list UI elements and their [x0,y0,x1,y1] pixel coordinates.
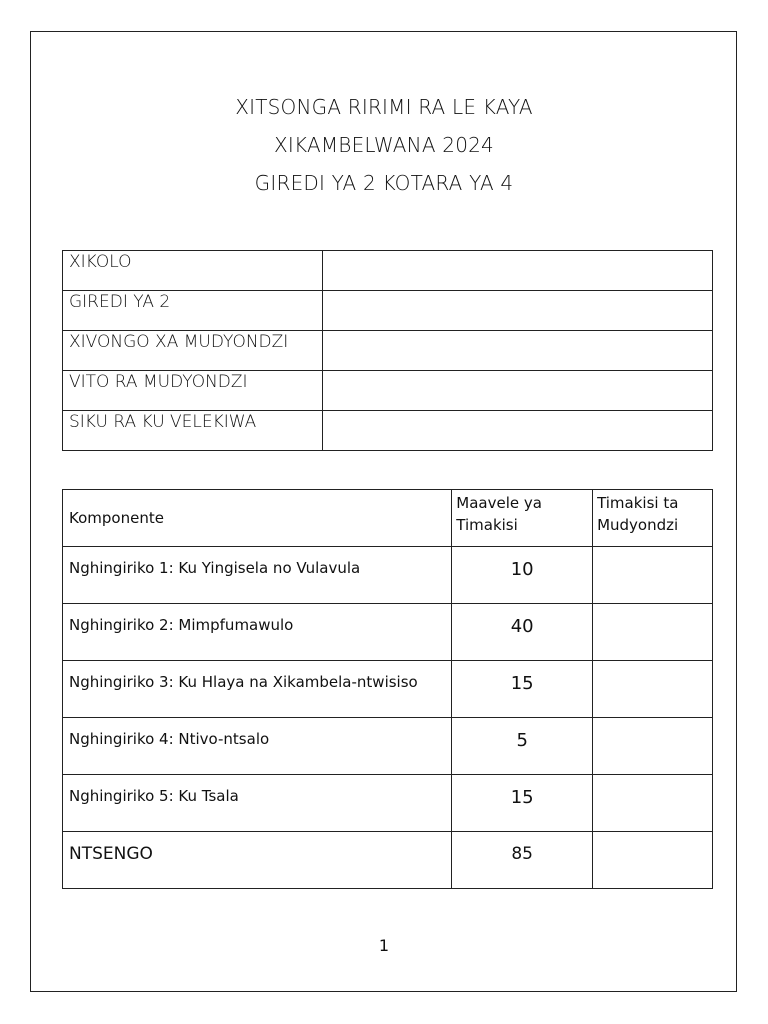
info-row [63,371,713,411]
header-learner-marks: Timakisi ta Mudyondzi [593,490,713,547]
info-value-field[interactable] [323,291,713,331]
max-marks-cell: 10 [452,547,593,604]
component-cell: Nghingiriko 2: Mimpfumawulo [63,604,452,661]
table-row [63,718,713,775]
table-row [63,547,713,604]
component-cell: Nghingiriko 1: Ku Yingisela no Vulavula [63,547,452,604]
learner-info-table [62,250,713,451]
component-cell: Nghingiriko 4: Ntivo-ntsalo [63,718,452,775]
component-cell: Nghingiriko 5: Ku Tsala [63,775,452,832]
info-label: SIKU RA KU VELEKIWA [63,411,323,451]
max-marks-cell: 40 [452,604,593,661]
info-label: GIREDI YA 2 [63,291,323,331]
header-max-marks: Maavele ya Timakisi [452,490,593,547]
info-row [63,331,713,371]
max-marks-cell: 15 [452,775,593,832]
title-grade-term: GIREDI YA 2 KOTARA YA 4 [254,171,514,195]
marks-table [62,489,713,889]
title-assessment: XIKAMBELWANA 2024 [273,133,494,157]
header-component: Komponente [63,490,452,547]
page-number: 1 [378,936,390,955]
total-learner-field[interactable] [593,832,713,889]
max-marks-cell: 5 [452,718,593,775]
title-subject: XITSONGA RIRIMI RA LE KAYA [235,95,533,119]
info-row [63,411,713,451]
document-header [0,88,768,202]
info-value-field[interactable] [323,371,713,411]
table-row [63,661,713,718]
table-row [63,775,713,832]
marks-header-row [63,490,713,547]
info-label: VITO RA MUDYONDZI [63,371,323,411]
total-label: NTSENGO [63,832,452,889]
learner-marks-field[interactable] [593,547,713,604]
info-label: XIKOLO [63,251,323,291]
info-row [63,291,713,331]
total-row [63,832,713,889]
info-label: XIVONGO XA MUDYONDZI [63,331,323,371]
info-value-field[interactable] [323,411,713,451]
info-value-field[interactable] [323,251,713,291]
total-max-marks: 85 [452,832,593,889]
max-marks-cell: 15 [452,661,593,718]
learner-marks-field[interactable] [593,661,713,718]
component-cell: Nghingiriko 3: Ku Hlaya na Xikambela-ntwisiso [63,661,452,718]
info-row [63,251,713,291]
info-value-field[interactable] [323,331,713,371]
learner-marks-field[interactable] [593,604,713,661]
table-row [63,604,713,661]
learner-marks-field[interactable] [593,775,713,832]
learner-marks-field[interactable] [593,718,713,775]
